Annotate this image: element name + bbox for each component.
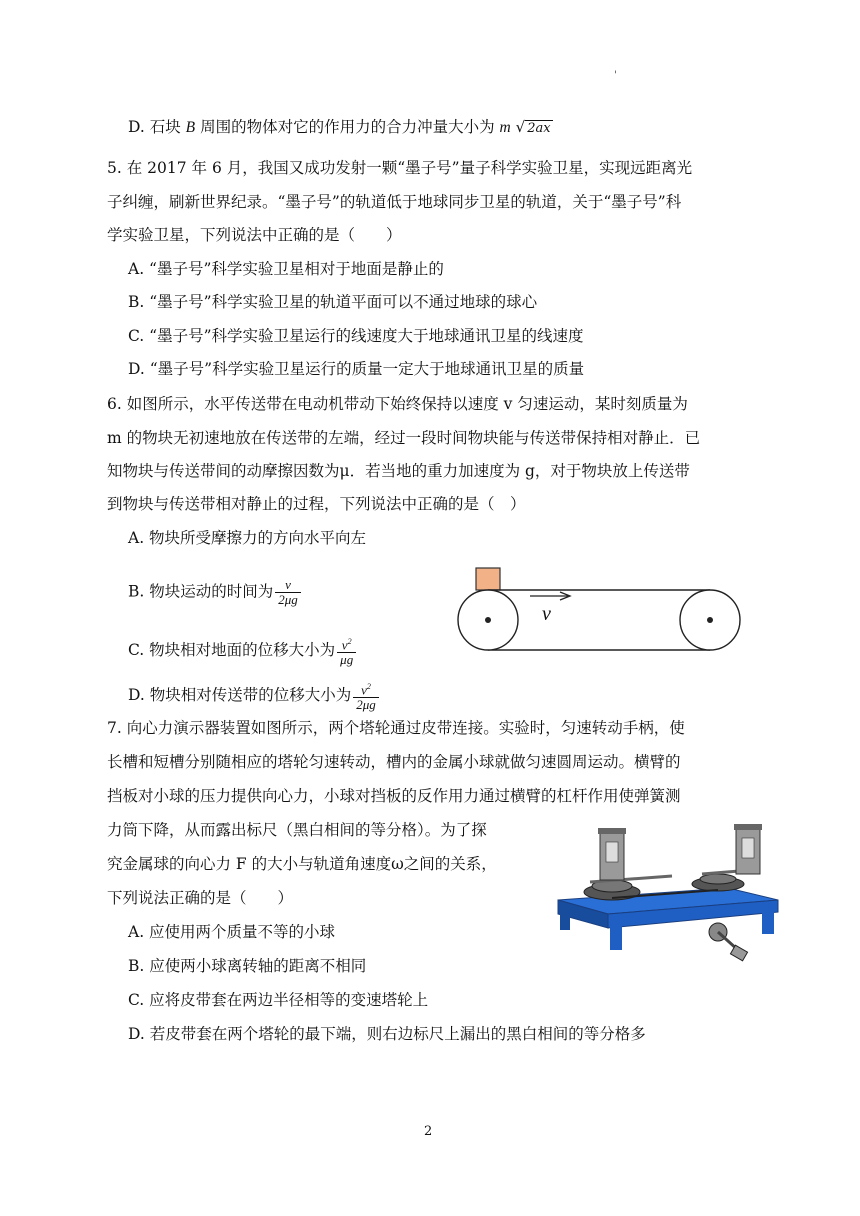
apparatus-leg-right-front (762, 910, 774, 934)
q4-option-d-prefix: D. 石块 (128, 118, 181, 136)
q6-stem-line-2: m 的物块无初速地放在传送带的左端，经过一段时间物块能与传送带保持相对静止．已 (107, 429, 701, 447)
q6-option-c-text: C. 物块相对地面的位移大小为 (128, 641, 336, 660)
centripetal-apparatus-figure (552, 822, 786, 970)
conveyor-belt-figure (450, 562, 750, 662)
q7-option-d: D. 若皮带套在两个塔轮的最下端，则右边标尺上漏出的黑白相间的等分格多 (128, 1025, 646, 1043)
right-cylinder-cap (734, 824, 762, 830)
right-tower-pulley-top (700, 874, 736, 884)
q7-stem-line-2: 长槽和短槽分别随相应的塔轮匀速转动，槽内的金属小球就做匀速圆周运动。横臂的 (107, 753, 681, 771)
q5-stem-line-2: 子纠缠，刷新世界纪录。“墨子号”的轨道低于地球同步卫星的轨道，关于“墨子号”科 (107, 193, 682, 211)
apparatus-leg-left-back (560, 912, 570, 930)
q7-stem-line-1: 7. 向心力演示器装置如图所示，两个塔轮通过皮带连接。实验时，匀速转动手柄，使 (107, 719, 685, 737)
velocity-label: v (542, 603, 551, 625)
q6-stem-line-4: 到物块与传送带相对静止的过程，下列说法中正确的是（ ） (107, 495, 526, 513)
q4-var-b: B (185, 119, 196, 136)
q6-option-b-text: B. 物块运动的时间为 (128, 582, 274, 601)
left-force-scale (606, 842, 618, 862)
q6-d-numerator: v (361, 682, 367, 698)
q5-stem-line-1: 5. 在 2017 年 6 月，我国又成功发射一颗“墨子号”量子科学实验卫星，实现远距离光 (107, 159, 693, 177)
q7-stem-line-5: 究金属球的向心力 F 的大小与轨道角速度ω之间的关系， (107, 855, 497, 873)
apparatus-leg-left-front (610, 926, 622, 950)
q6-option-a: A. 物块所受摩擦力的方向水平向左 (128, 529, 367, 547)
q6-c-denominator: μg (340, 652, 354, 668)
q5-option-d: D. “墨子号”科学实验卫星运行的质量一定大于地球通讯卫星的质量 (128, 360, 585, 378)
q6-option-d-text: D. 物块相对传送带的位移大小为 (128, 686, 352, 705)
right-pulley-axle (707, 617, 713, 623)
q7-stem-line-6: 下列说法正确的是（ ） (107, 889, 294, 907)
q7-option-a: A. 应使用两个质量不等的小球 (128, 923, 336, 941)
q5-stem-line-3: 学实验卫星，下列说法中正确的是（ ） (107, 226, 402, 244)
q6-b-denominator: 2μg (278, 592, 298, 607)
q7-stem-line-3: 挡板对小球的压力提供向心力，小球对挡板的反作用力通过横臂的杠杆作用使弹簧测 (107, 787, 681, 805)
q6-option-b (128, 578, 301, 607)
q7-stem-line-4: 力筒下降，从而露出标尺（黑白相间的等分格）。为了探 (107, 821, 487, 839)
q7-option-c: C. 应将皮带套在两边半径相等的变速塔轮上 (128, 991, 429, 1009)
block-on-belt (476, 568, 500, 590)
q6-stem-line-1: 6. 如图所示，水平传送带在电动机带动下始终保持以速度 v 匀速运动，某时刻质量为 (107, 395, 688, 413)
page-number: 2 (424, 1124, 433, 1139)
q7-option-b: B. 应使两小球离转轴的距离不相同 (128, 957, 367, 975)
q6-option-d (128, 680, 379, 712)
q6-option-b-fraction (275, 578, 301, 607)
q6-c-numerator: v (341, 637, 348, 653)
right-force-scale (742, 838, 754, 858)
q6-d-denominator: 2μg (356, 697, 376, 713)
q6-stem-line-3: 知物块与传送带间的动摩擦因数为μ．若当地的重力加速度为 g，对于物块放上传送带 (107, 462, 690, 480)
q6-option-d-fraction: $\frac{v^2}{2\mu g}$ (353, 680, 379, 712)
left-pulley-axle (485, 617, 491, 623)
q4-radicand: 2ax (527, 121, 551, 136)
q5-option-c: C. “墨子号”科学实验卫星运行的线速度大于地球通讯卫星的线速度 (128, 327, 584, 345)
header-mark: ' (614, 70, 617, 81)
q6-b-numerator: v (275, 578, 301, 593)
q5-option-b: B. “墨子号”科学实验卫星的轨道平面可以不通过地球的球心 (128, 293, 538, 311)
q5-option-a: A. “墨子号”科学实验卫星相对于地面是静止的 (128, 260, 444, 278)
left-cylinder-cap (598, 828, 626, 834)
q6-option-c-fraction: $\frac{v^2}{\mu g}$ (337, 635, 356, 667)
q6-option-c (128, 635, 356, 667)
q4-var-m: m (499, 119, 511, 136)
q4-option-d-text: 周围的物体对它的作用力的合力冲量大小为 (195, 118, 495, 136)
q4-option-d: D. 石块 B 周围的物体对它的作用力的合力冲量大小为 m √ 2ax (128, 118, 551, 136)
